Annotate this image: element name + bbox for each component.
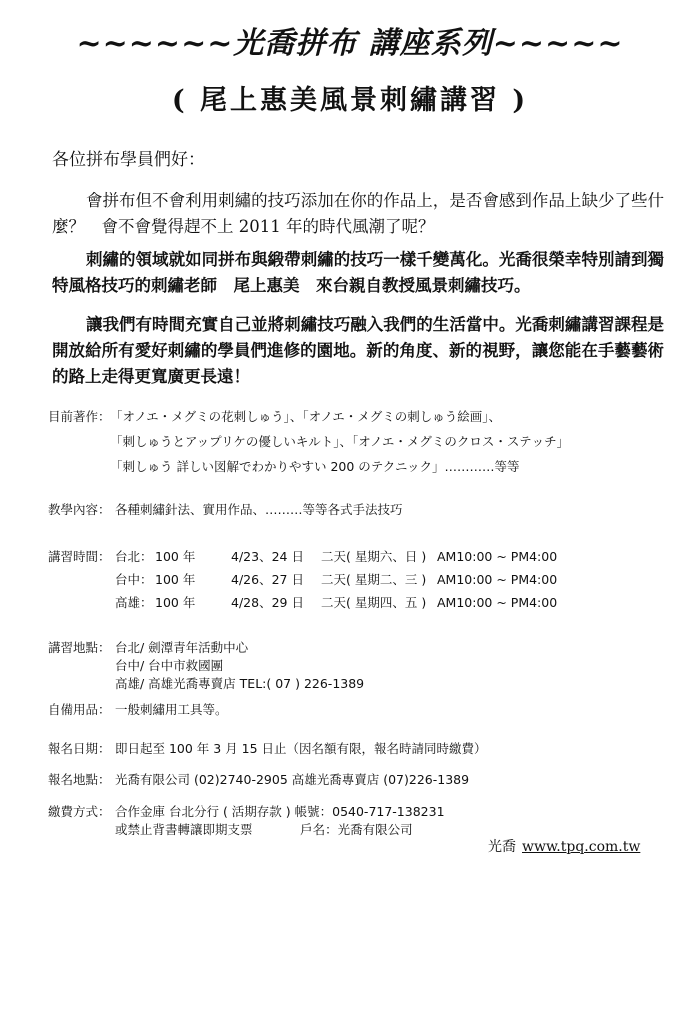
registration-place-label: 報名地點： (48, 772, 111, 787)
content-text: 各種刺繡針法、實用作品、………等等各式手法技巧 (115, 502, 403, 517)
venue-line: 台北/ 劍潭青年活動中心 (115, 640, 249, 655)
footer (488, 836, 640, 856)
works-line: 「刺しゅう 詳しい図解でわかりやすい 200 のテクニック」…………等等 (110, 459, 520, 474)
venue-line: 高雄/ 高雄光喬專賣店 TEL:( 07 ) 226-1389 (115, 676, 365, 691)
works-label: 目前著作： (48, 409, 111, 424)
venue-label: 講習地點： (48, 640, 111, 655)
payment-label: 繳費方式： (48, 804, 111, 819)
works-line: 「刺しゅうとアップリケの優しいキルト」、「オノエ・メグミのクロス・ステッチ」 (110, 434, 570, 449)
paragraph-2: 刺繡的領域就如同拼布與緞帶刺繡的技巧一樣千變萬化。光喬很榮幸特別請到獨特風格技巧的刺繡老師 尾上惠美 來台親自教授風景刺繡技巧。 (52, 250, 664, 295)
schedule-date: 4/28、29 日 (231, 595, 304, 610)
schedule-row (115, 547, 557, 565)
schedule-days: 二天( 星期六、日 ) (321, 549, 427, 564)
footer-brand: 光喬 (488, 839, 516, 855)
registration-place-text: 光喬有限公司 (02)2740-2905 高雄光喬專賣店 (07)226-1389 (115, 772, 470, 787)
schedule-year: 100 年 (155, 572, 196, 587)
payment-line: 或禁止背書轉讓即期支票 戶名：光喬有限公司 (115, 822, 413, 837)
schedule-city: 台中： (115, 572, 153, 587)
schedule-days: 二天( 星期二、三 ) (321, 572, 427, 587)
paragraph-1: 會拼布但不會利用刺繡的技巧添加在你的作品上，是否會感到作品上缺少了些什麼？ 會不會覺得趕不上 2011 年的時代風潮了呢？ (52, 191, 664, 236)
content-label: 教學內容： (48, 502, 111, 517)
schedule-time: AM10:00 ~ PM4:00 (437, 549, 558, 564)
paragraph-3: 讓我們有時間充實自己並將刺繡技巧融入我們的生活當中。光喬刺繡講習課程是開放給所有愛好刺繡的學員們進修的園地。新的角度、新的視野，讓您能在手藝藝術的路上走得更寬廣更長遠！ (52, 315, 664, 386)
schedule-row (115, 593, 557, 611)
payment-line: 合作金庫 台北分行 ( 活期存款 ) 帳號：0540-717-138231 (115, 804, 445, 819)
schedule-days: 二天( 星期四、五 ) (321, 595, 427, 610)
registration-date-label: 報名日期： (48, 741, 111, 756)
supplies-label: 自備用品： (48, 702, 111, 717)
works-line: 「オノエ・メグミの花刺しゅう」、「オノエ・メグミの刺しゅう絵画」、 (110, 409, 502, 424)
venue-line: 台中/ 台中市救國團 (115, 658, 224, 673)
page-subtitle: ( 尾上惠美風景刺繡講習 ) (171, 85, 529, 116)
supplies-text: 一般刺繡用工具等。 (115, 702, 228, 717)
page-title: ~~~~~~光喬拼布 講座系列~~~~~ (76, 26, 624, 61)
schedule-year: 100 年 (155, 549, 196, 564)
schedule-date: 4/26、27 日 (231, 572, 304, 587)
schedule-time: AM10:00 ~ PM4:00 (437, 572, 558, 587)
website-link[interactable]: www.tpq.com.tw (522, 839, 641, 855)
schedule-date: 4/23、24 日 (231, 549, 304, 564)
schedule-city: 台北： (115, 549, 153, 564)
schedule-label: 講習時間： (48, 549, 111, 564)
schedule-city: 高雄： (115, 595, 153, 610)
schedule-year: 100 年 (155, 595, 196, 610)
greeting: 各位拼布學員們好： (52, 150, 205, 170)
schedule-row (115, 570, 557, 588)
schedule-time: AM10:00 ~ PM4:00 (437, 595, 558, 610)
registration-date-text: 即日起至 100 年 3 月 15 日止（因名額有限，報名時請同時繳費） (115, 741, 487, 756)
